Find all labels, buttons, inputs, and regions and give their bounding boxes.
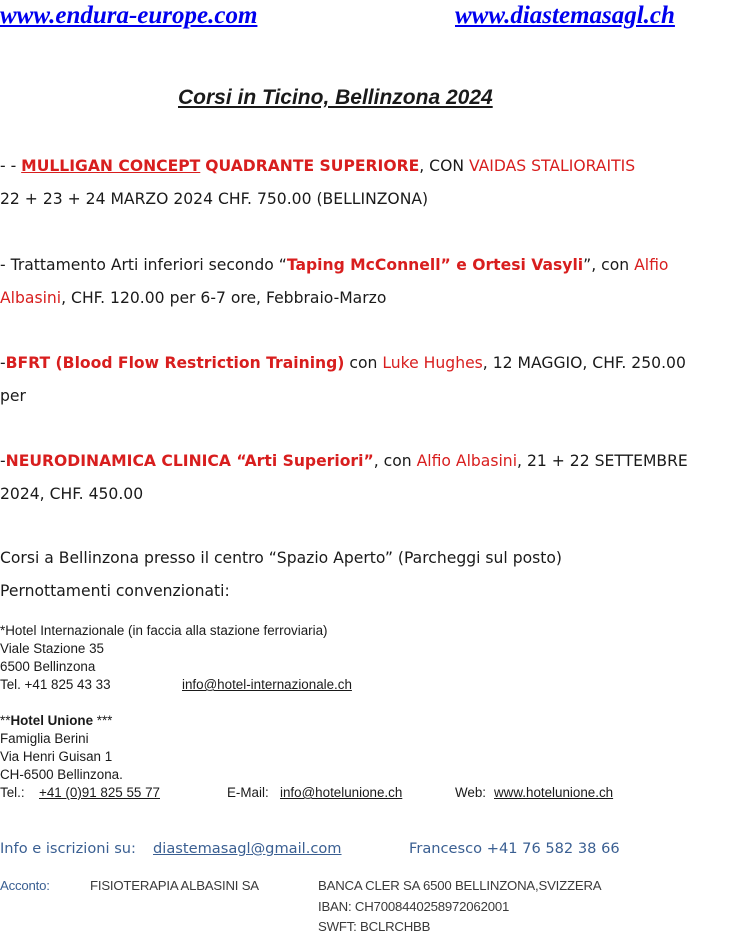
hotel-unione-name (0, 713, 112, 728)
course-bfrt-line2: per (0, 387, 26, 405)
course-connector: ”, con (583, 256, 635, 274)
course-prefix: - - (0, 157, 22, 175)
course-name-bfrt: BFRT (Blood Flow Restriction Training) (5, 354, 345, 372)
course-prefix: - Trattamento Arti inferiori secondo “ (0, 256, 287, 274)
acconto-payee: FISIOTERAPIA ALBASINI SA (90, 878, 259, 893)
course-name-neurodinamica: NEURODINAMICA CLINICA “Arti Superiori” (5, 452, 374, 470)
bank-name: BANCA CLER SA 6500 BELLINZONA,SVIZZERA (318, 878, 602, 893)
hotel-unione-email-label: E-Mail: (227, 785, 269, 800)
hotel-unione-tel-label: Tel.: (0, 785, 25, 800)
page-title: Corsi in Ticino, Bellinzona 2024 (178, 86, 493, 109)
course-neuro-line1 (0, 452, 688, 470)
venue-info: Corsi a Bellinzona presso il centro “Spazio Aperto” (Parcheggi sul posto) (0, 549, 563, 567)
diastemasagl-link[interactable]: www.diastemasagl.ch (455, 2, 675, 29)
contact-phone: Francesco +41 76 582 38 66 (409, 840, 620, 857)
course-separator: , CON (419, 157, 469, 175)
hotel-internazionale-city: 6500 Bellinzona (0, 659, 96, 674)
hotel-internazionale-email-link[interactable]: info@hotel-internazionale.ch (182, 677, 352, 692)
course-prefix: - (0, 354, 6, 372)
course-connector: , con (373, 452, 417, 470)
hotel-unione-title: Hotel Unione (10, 713, 94, 728)
bank-iban: IBAN: CH7008440258972062001 (318, 899, 510, 914)
course-name-quadrante: QUADRANTE SUPERIORE (205, 157, 420, 175)
acconto-label: Acconto: (0, 878, 50, 893)
course-connector: con (344, 354, 383, 372)
course-details: , CHF. 120.00 per 6-7 ore, Febbraio-Marzo (61, 289, 387, 307)
course-neuro-line2: 2024, CHF. 450.00 (0, 485, 144, 503)
hotel-internazionale-name: *Hotel Internazionale (in faccia alla stazione ferroviaria) (0, 623, 328, 638)
bank-swift: SWFT: BCLRCHBB (318, 919, 431, 934)
hotel-internazionale-street: Viale Stazione 35 (0, 641, 104, 656)
course-details: , 21 + 22 SETTEMBRE (517, 452, 688, 470)
hotel-unione-city: CH-6500 Bellinzona. (0, 767, 123, 782)
hotel-unione-web-label: Web: (455, 785, 487, 800)
hotel-unione-phone-link[interactable]: +41 (0)91 825 55 77 (39, 785, 160, 800)
course-name-taping: Taping McConnell” e Ortesi Vasyli (286, 256, 584, 274)
endura-europe-link[interactable]: www.endura-europe.com (0, 2, 258, 29)
course-prefix: - (0, 452, 6, 470)
hotel-unione-street: Via Henri Guisan 1 (0, 749, 113, 764)
course-mulligan-line2: 22 + 23 + 24 MARZO 2024 CHF. 750.00 (BELLINZONA) (0, 190, 429, 208)
course-bfrt-line1 (0, 354, 686, 372)
instructor-name: VAIDAS STALIORAITIS (468, 157, 636, 175)
instructor-name: Luke Hughes (382, 354, 483, 372)
hotel-unione-family: Famiglia Berini (0, 731, 89, 746)
course-details: , 12 MAGGIO, CHF. 250.00 (482, 354, 686, 372)
hotel-unione-email-link[interactable]: info@hotelunione.ch (280, 785, 403, 800)
info-label: Info e iscrizioni su: (0, 840, 136, 857)
hotel-unione-web-link[interactable]: www.hotelunione.ch (494, 785, 614, 800)
instructor-name: Alfio (634, 256, 669, 274)
course-taping-line1 (0, 256, 668, 274)
info-email-link[interactable]: diastemasagl@gmail.com (153, 840, 342, 857)
accommodation-heading: Pernottamenti convenzionati: (0, 582, 230, 600)
instructor-name: Alfio Albasini (416, 452, 518, 470)
hotel-stars: ** (0, 713, 11, 728)
course-mulligan-line1 (0, 157, 635, 175)
hotel-stars: *** (93, 713, 113, 728)
course-taping-line2 (0, 289, 386, 307)
hotel-internazionale-phone: Tel. +41 825 43 33 (0, 677, 111, 692)
course-name-mulligan: MULLIGAN CONCEPT (21, 157, 201, 175)
instructor-name: Albasini (0, 289, 62, 307)
